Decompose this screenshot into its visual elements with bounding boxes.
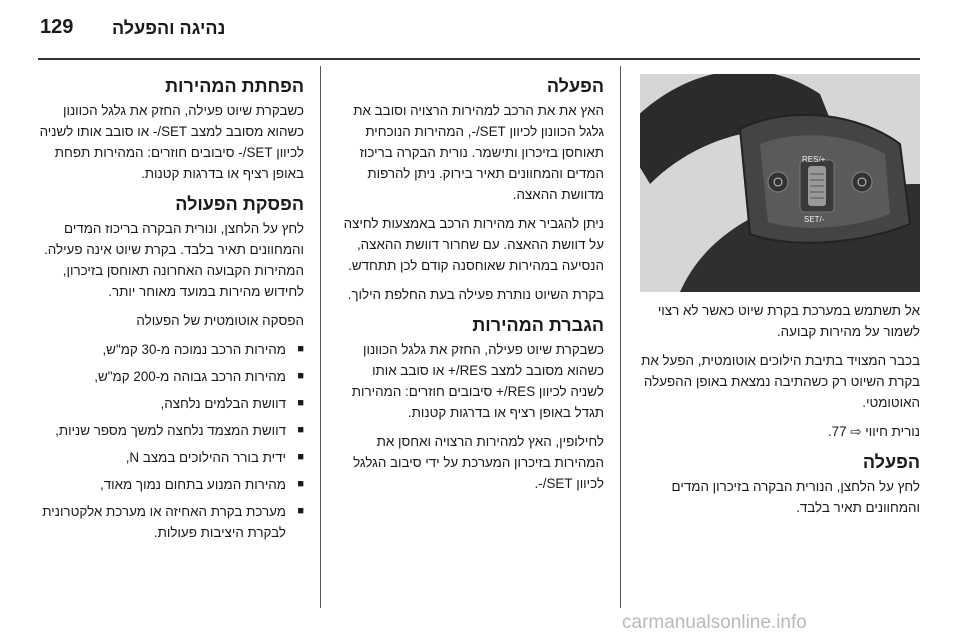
heading-activation: הפעלה [862,452,920,472]
activation-body: לחץ על הלחצן, הנורית הבקרה בזיכרון המדים והמחוונים תאיר בלבד. [671,479,920,515]
heading-operation: הפעלה [546,76,604,96]
cruise-on-button [768,172,788,192]
auto-deactivation-list [38,339,304,543]
increase-para-1: כשבקרת שיוט פעילה, החזק את גלגל הכוונון כשהוא מסובב למצב RES/+ או סובב אותו לשניה לכיוון RES/+ סיבובים חוזרים: המהירות תגדל באופן רציף או בדרגות קטנות. [351,342,604,420]
operation-para-1: האץ את את הרכב למהירות הרצויה וסובב את גלגל הכוונון לכיוון SET/-, המהירות הנוכחית תאוחסן בזיכרון ותישמר. נורית הבקרה בריכוז המדים והמחוונים תאיר בירוק. ניתן להרפות מדוושת ההאצה. [353,103,604,202]
set-label: SET/- [804,215,825,224]
caption-1: אל תשתמש במערכת בקרת שיוט כאשר לא רצוי לשמור על מהירות קבועה. [657,303,920,339]
res-label: RES/+ [802,155,826,164]
page-header [0,0,960,60]
caption-2: בכבר המצויד בתיבת הילוכים אוטומטית, הפעל את בקרת השיוט רק כשהתיבה נמצאת באופן ההפעלה האוטומטי. [641,353,920,410]
heading-increase-speed: הגברת המהירות [472,315,604,335]
auto-deactivation-intro: הפסקה אוטומטית של הפעולה [136,313,304,328]
list-item: ■ מהירות המנוע בתחום נמוך מאוד, [38,474,304,495]
list-item: ■ מהירות הרכב נמוכה מ-30 קמ"ש, [38,339,304,360]
page-number: 129 [40,16,74,38]
decrease-para: כשבקרת שיוט פעילה, החזק את גלגל הכוונון כשהוא מסובב למצב SET/- או סובב אותו לשניה לכיוון SET/- סיבובים חוזרים: המהירות תפחת באופן רציף או בדרגות קטנות. [39,103,304,181]
left-column [38,70,304,549]
steering-wheel-illustration [640,74,920,292]
list-item: ■ מערכת בקרת האחיזה או מערכת אלקטרונית לבקרת היציבות פעולות. [38,501,304,543]
heading-decrease-speed: הפחתת המהירות [165,76,304,96]
list-item: ■ מהירות הרכב גבוהה מ-200 קמ"ש, [38,366,304,387]
list-item: ■ דוושת הבלמים נלחצה, [38,393,304,414]
column-divider-right [620,66,621,608]
steering-wheel-figure [640,74,920,292]
middle-column [338,70,604,502]
header-rule [38,58,920,60]
heading-deactivation: הפסקת הפעולה [175,194,304,214]
operation-para-3: בקרת השיוט נותרת פעילה בעת החלפת הילוך. [347,287,604,302]
watermark: carmanualsonline.info [622,612,807,633]
deactivation-para: לחץ על הלחצן, ונורית הבקרה בריכוז המדים והמחוונים תאיר בלבד. בקרת שיוט אינה פעילה. המהירות הקבועה האחרונה תאוחסן בזיכרון, לחידוש מהירות במועד מאוחר יותר. [44,221,304,299]
section-title: נהיגה והפעלה [112,18,226,38]
column-divider-left [320,66,321,608]
operation-para-2: ניתן להגביר את מהירות הרכב באמצעות לחיצה על דוושת ההאצה. עם שחרור דוושת ההאצה, הנסיעה במהירות שאוחסנה קודם לכן תתחדש. [343,216,604,273]
cruise-off-button [852,172,872,192]
list-item: ■ דוושת המצמד נלחצה למשך מספר שניות, [38,420,304,441]
increase-para-2: לחילופין, האץ למהירות הרצויה ואחסן את המהירות בזיכרון המערכת על ידי סיבוב הגלגל לכיוון SET/-. [353,434,604,491]
right-column [640,300,920,526]
list-item: ■ ידית בורר ההילוכים במצב N, [38,447,304,468]
caption-3: נורית חיווי ⇨ 77. [827,424,920,439]
